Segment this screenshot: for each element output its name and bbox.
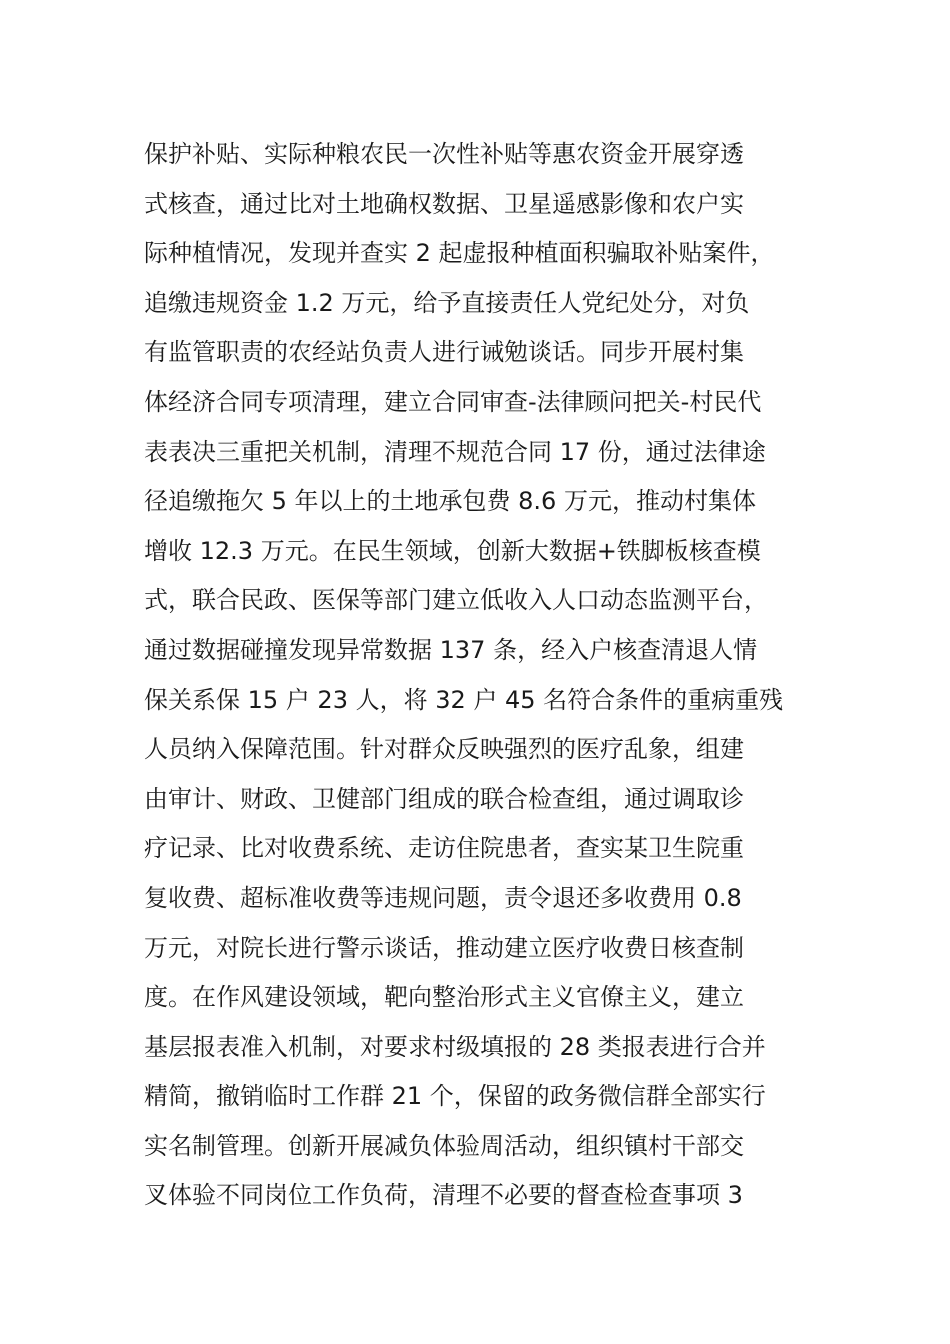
text-line: 叉体验不同岗位工作负荷，清理不必要的督查检查事项 3 <box>144 1181 743 1210</box>
text-line: 保护补贴、实际种粮农民一次性补贴等惠农资金开展穿透 <box>144 140 744 168</box>
text-line: 度。在作风建设领域，靶向整治形式主义官僚主义，建立 <box>144 983 744 1012</box>
text-line: 际种植情况，发现并查实 2 起虚报种植面积骗取补贴案件， <box>144 239 775 268</box>
text-line: 基层报表准入机制，对要求村级填报的 28 类报表进行合并 <box>144 1032 766 1061</box>
body-paragraph <box>144 130 812 1221</box>
text-line: 疗记录、比对收费系统、走访住院患者，查实某卫生院重 <box>144 834 744 863</box>
text-line: 万元，对院长进行警示谈话，推动建立医疗收费日核查制 <box>144 933 744 962</box>
text-line: 复收费、超标准收费等违规问题，责令退还多收费用 0.8 <box>144 883 742 912</box>
text-line: 实名制管理。创新开展减负体验周活动，组织镇村干部交 <box>144 1131 744 1160</box>
text-line: 人员纳入保障范围。针对群众反映强烈的医疗乱象，组建 <box>144 735 744 764</box>
text-line: 式，联合民政、医保等部门建立低收入人口动态监测平台， <box>144 586 768 615</box>
text-line: 增收 12.3 万元。在民生领域，创新大数据+铁脚板核查模 <box>144 536 761 565</box>
text-line: 径追缴拖欠 5 年以上的土地承包费 8.6 万元，推动村集体 <box>144 487 756 516</box>
text-line: 通过数据碰撞发现异常数据 137 条，经入户核查清退人情 <box>144 635 758 664</box>
text-line: 保关系保 15 户 23 人，将 32 户 45 名符合条件的重病重残 <box>144 685 784 714</box>
text-line: 有监管职责的农经站负责人进行诫勉谈话。同步开展村集 <box>144 338 744 367</box>
text-line: 精简，撤销临时工作群 21 个，保留的政务微信群全部实行 <box>144 1082 766 1111</box>
text-line: 表表决三重把关机制，清理不规范合同 17 份，通过法律途 <box>144 437 766 466</box>
text-line: 体经济合同专项清理，建立合同审查-法律顾问把关-村民代 <box>144 387 762 416</box>
text-line: 式核查，通过比对土地确权数据、卫星遥感影像和农户实 <box>144 189 744 218</box>
text-line: 由审计、财政、卫健部门组成的联合检查组，通过调取诊 <box>144 784 744 813</box>
text-line: 追缴违规资金 1.2 万元，给予直接责任人党纪处分，对负 <box>144 288 750 317</box>
